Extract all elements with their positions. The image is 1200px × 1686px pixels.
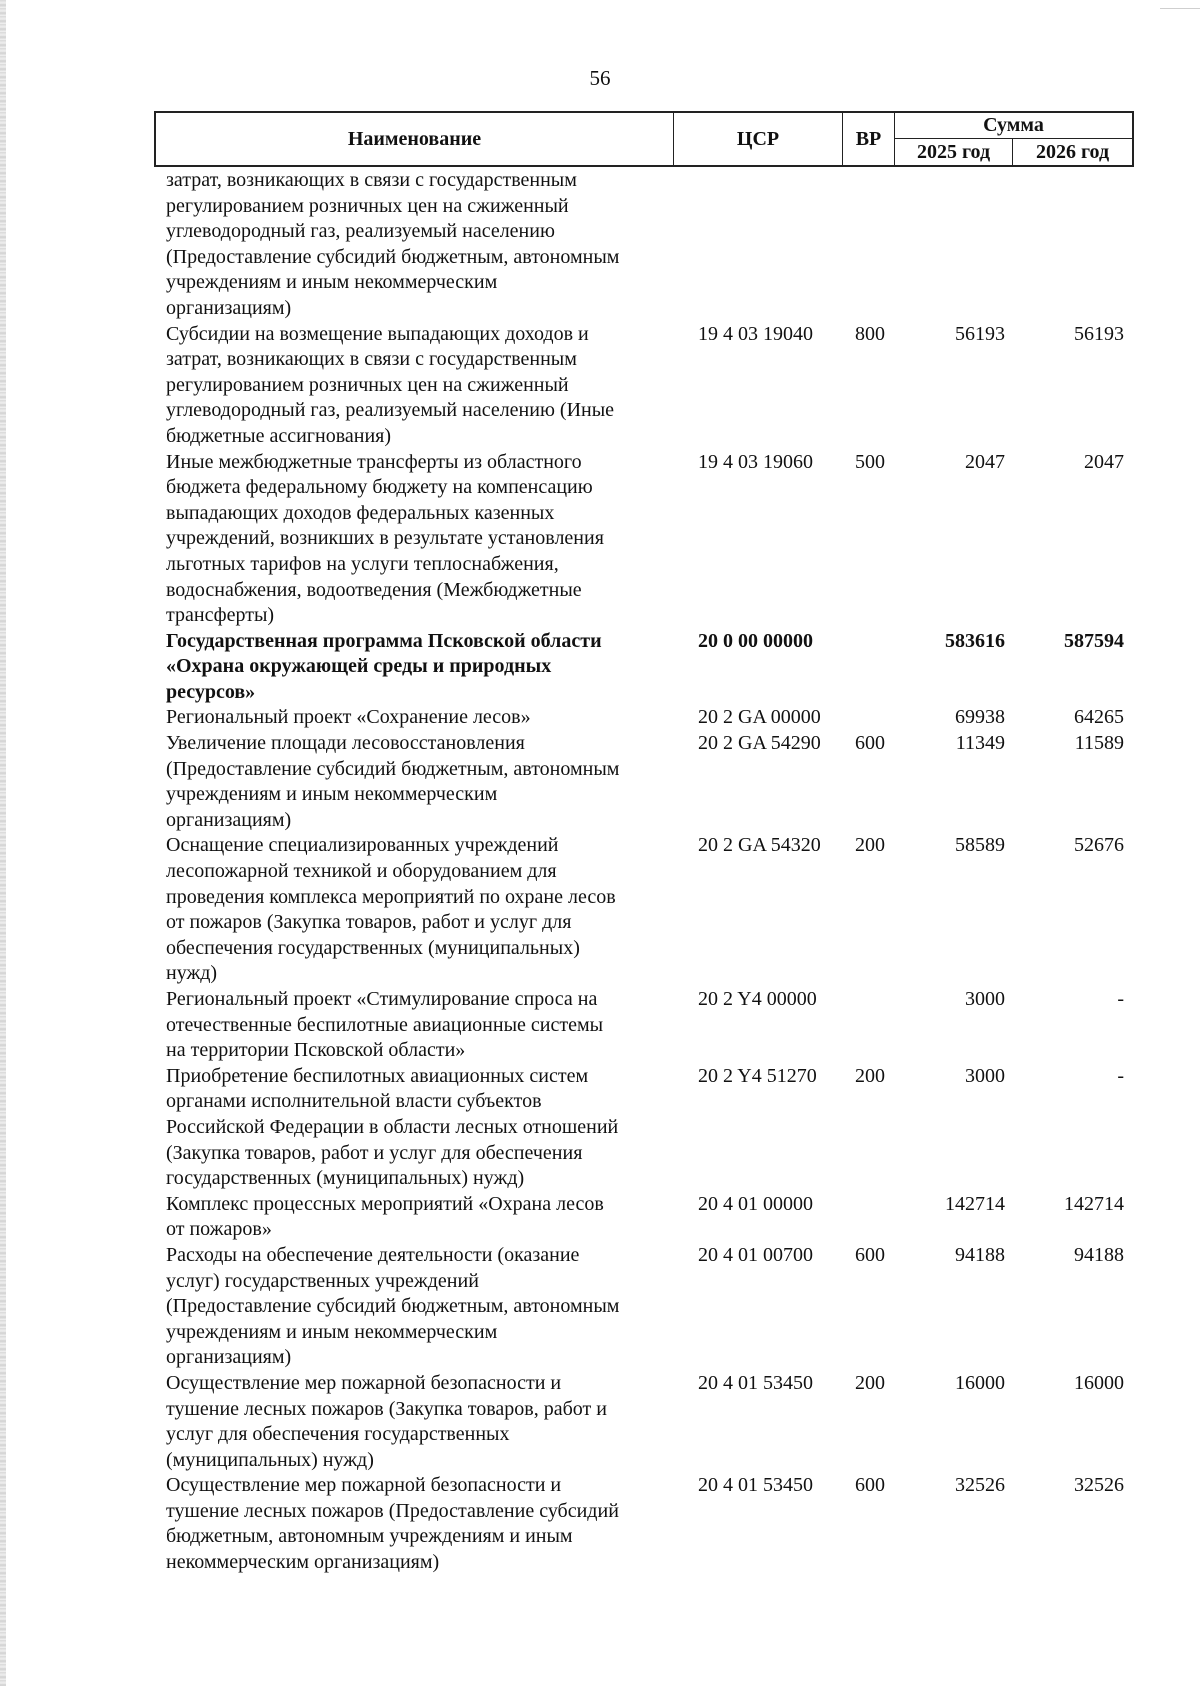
table-row	[0, 322, 1200, 450]
row-sum-2026: 94188	[1074, 1243, 1124, 1266]
row-sum-2025: 2047	[965, 450, 1005, 473]
row-vr: 600	[855, 1474, 885, 1497]
row-name-line: на территории Псковской области»	[166, 1039, 466, 1062]
row-name	[166, 1243, 676, 1371]
row-sum-2026: 2047	[1084, 450, 1124, 473]
row-csr: 20 0 00 00000	[698, 629, 813, 652]
row-name-line: (Предоставление субсидий бюджетным, автономным	[166, 1295, 620, 1318]
table-row	[0, 731, 1200, 833]
row-sum-2025: 32526	[955, 1474, 1005, 1497]
row-name-line: Приобретение беспилотных авиационных систем	[166, 1064, 589, 1087]
row-name-line: Увеличение площади лесовосстановления	[166, 732, 525, 755]
row-sum-2026: 56193	[1074, 322, 1124, 345]
row-name-line: услуг) государственных учреждений	[166, 1269, 479, 1292]
row-name-line: Оснащение специализированных учреждений	[166, 834, 559, 857]
row-name-line: тушение лесных пожаров (Предоставление субсидий	[166, 1499, 619, 1522]
table-header	[154, 111, 1134, 167]
row-name-line: Субсидии на возмещение выпадающих доходов и	[166, 322, 589, 345]
table-row	[0, 1064, 1200, 1192]
row-name-line: Региональный проект «Стимулирование спроса на	[166, 988, 598, 1010]
row-name-line: трансферты)	[166, 604, 275, 627]
row-name-line: (муниципальных) нужд)	[166, 1448, 374, 1471]
row-name-line: Государственная программа Псковской области	[166, 629, 602, 652]
row-csr: 20 2 Y4 51270	[698, 1064, 817, 1087]
row-sum-2026: 52676	[1074, 834, 1124, 857]
table-row	[0, 450, 1200, 629]
table-row	[0, 987, 1200, 1064]
row-name-line: бюджета федеральному бюджету на компенсацию	[166, 476, 593, 499]
row-csr: 20 2 GA 54290	[698, 732, 821, 755]
row-name-line: затрат, возникающих в связи с государственным	[166, 348, 577, 371]
table-body	[0, 168, 1200, 1576]
row-name	[166, 322, 676, 450]
row-vr: 200	[855, 1371, 885, 1394]
row-name-line: обеспечения государственных (муниципальных)	[166, 936, 580, 959]
row-name-line: отечественные беспилотные авиационные системы	[166, 1013, 604, 1036]
row-name-line: льготных тарифов на услуги теплоснабжения,	[166, 552, 559, 575]
table-row	[0, 1473, 1200, 1575]
row-sum-2026: 142714	[1064, 1192, 1124, 1215]
row-name	[166, 731, 676, 833]
row-name-line: углеводородный газ, реализуемый населению (Иные	[166, 399, 615, 422]
row-name-line: услуг для обеспечения государственных	[166, 1423, 510, 1446]
table-row	[0, 1371, 1200, 1473]
row-vr: 500	[855, 450, 885, 473]
row-name-line: лесопожарной техникой и оборудованием для	[166, 860, 557, 883]
row-name-line: бюджетные ассигнования)	[166, 424, 392, 447]
row-name-line: Российской Федерации в области лесных отношений	[166, 1115, 619, 1138]
row-sum-2025: 583616	[945, 629, 1005, 652]
row-name	[166, 629, 676, 706]
row-csr: 20 2 GA 54320	[698, 834, 821, 857]
row-vr: 800	[855, 322, 885, 345]
row-name-line: учреждениям и иным некоммерческим	[166, 271, 498, 294]
page-number-container	[0, 66, 1200, 91]
row-vr: 600	[855, 732, 885, 755]
row-name-line: организациям)	[166, 1346, 292, 1369]
row-name-line: углеводородный газ, реализуемый населению	[166, 220, 555, 243]
row-name	[166, 450, 676, 629]
page-number: 56	[589, 66, 611, 90]
table-row	[0, 629, 1200, 706]
row-name-line: Региональный проект «Сохранение лесов»	[166, 706, 531, 729]
row-sum-2025: 58589	[955, 834, 1005, 857]
header-csr: ЦСР	[674, 113, 843, 165]
row-name-line: некоммерческим организациям)	[166, 1551, 440, 1574]
row-name-line: «Охрана окружающей среды и природных	[166, 655, 552, 678]
row-name-line: Расходы на обеспечение деятельности (оказание	[166, 1243, 580, 1266]
header-year-2026: 2026 год	[1035, 140, 1110, 163]
scan-corner-mark	[1160, 0, 1200, 9]
row-name-line: тушение лесных пожаров (Закупка товаров, работ и	[166, 1397, 607, 1420]
row-name-line: ресурсов»	[166, 680, 256, 703]
row-name-line: (Закупка товаров, работ и услуг для обеспечения	[166, 1141, 583, 1164]
row-csr: 20 4 01 53450	[698, 1371, 813, 1394]
row-name-line: Иные межбюджетные трансферты из областного	[166, 450, 582, 473]
row-name-line: водоснабжения, водоотведения (Межбюджетные	[166, 578, 582, 601]
row-name-line: проведения комплекса мероприятий по охране лесов	[166, 885, 616, 908]
row-name-line: учреждений, возникших в результате установления	[166, 527, 604, 550]
row-sum-2026: -	[1117, 988, 1124, 1010]
row-csr: 19 4 03 19040	[698, 322, 813, 345]
header-sum: Сумма	[895, 113, 1132, 139]
row-vr: 200	[855, 1064, 885, 1087]
row-sum-2026: 11589	[1074, 732, 1124, 755]
row-csr: 20 4 01 00700	[698, 1243, 813, 1266]
row-name-line: органами исполнительной власти субъектов	[166, 1090, 542, 1113]
table-row	[0, 168, 1200, 322]
row-sum-2025: 3000	[965, 988, 1005, 1010]
row-name-line: регулированием розничных цен на сжиженный	[166, 194, 569, 217]
row-name-line: учреждениям и иным некоммерческим	[166, 1320, 498, 1343]
row-name	[166, 1473, 676, 1575]
row-sum-2026: 16000	[1074, 1371, 1124, 1394]
row-sum-2026: 64265	[1074, 706, 1124, 729]
row-csr: 20 2 GA 00000	[698, 706, 821, 729]
row-name-line: Осуществление мер пожарной безопасности и	[166, 1371, 562, 1394]
row-csr: 20 2 Y4 00000	[698, 988, 817, 1010]
row-sum-2025: 16000	[955, 1371, 1005, 1394]
header-vr: ВР	[843, 113, 895, 165]
table-row	[0, 833, 1200, 987]
row-name	[166, 168, 676, 322]
row-name	[166, 1371, 676, 1473]
row-name-line: Осуществление мер пожарной безопасности и	[166, 1474, 562, 1497]
header-name: Наименование	[156, 113, 674, 165]
row-sum-2026: 587594	[1064, 629, 1124, 652]
row-name-line: выпадающих доходов федеральных казенных	[166, 501, 555, 524]
row-name	[166, 705, 676, 731]
row-csr: 20 4 01 53450	[698, 1474, 813, 1497]
row-name-line: регулированием розничных цен на сжиженный	[166, 373, 569, 396]
row-vr: 200	[855, 834, 885, 857]
row-name-line: бюджетным, автономным учреждениям и иным	[166, 1525, 573, 1548]
row-sum-2025: 11349	[955, 732, 1005, 755]
row-csr: 19 4 03 19060	[698, 450, 813, 473]
row-name-line: от пожаров»	[166, 1218, 272, 1241]
table-row	[0, 1192, 1200, 1243]
row-name-line: учреждениям и иным некоммерческим	[166, 783, 498, 806]
row-name-line: нужд)	[166, 962, 218, 985]
row-sum-2026: 32526	[1074, 1474, 1124, 1497]
row-sum-2025: 3000	[965, 1064, 1005, 1087]
row-csr: 20 4 01 00000	[698, 1192, 813, 1215]
row-name-line: затрат, возникающих в связи с государственным	[166, 169, 577, 191]
table-row	[0, 705, 1200, 731]
row-name	[166, 1064, 676, 1192]
row-vr: 600	[855, 1243, 885, 1266]
row-sum-2025: 142714	[945, 1192, 1005, 1215]
table-row	[0, 1243, 1200, 1371]
row-name-line: организациям)	[166, 296, 292, 319]
row-name-line: (Предоставление субсидий бюджетным, автономным	[166, 245, 620, 268]
row-name	[166, 1192, 676, 1243]
row-sum-2025: 56193	[955, 322, 1005, 345]
row-sum-2025: 94188	[955, 1243, 1005, 1266]
row-name	[166, 987, 676, 1064]
row-sum-2025: 69938	[955, 706, 1005, 729]
row-name-line: организациям)	[166, 808, 292, 831]
row-sum-2026: -	[1117, 1064, 1124, 1087]
row-name-line: (Предоставление субсидий бюджетным, автономным	[166, 757, 620, 780]
row-name	[166, 833, 676, 987]
header-year-2025: 2025 год	[895, 139, 1013, 165]
row-name-line: государственных (муниципальных) нужд)	[166, 1167, 525, 1190]
row-name-line: Комплекс процессных мероприятий «Охрана лесов	[166, 1192, 604, 1215]
row-name-line: от пожаров (Закупка товаров, работ и услуг для	[166, 911, 572, 934]
